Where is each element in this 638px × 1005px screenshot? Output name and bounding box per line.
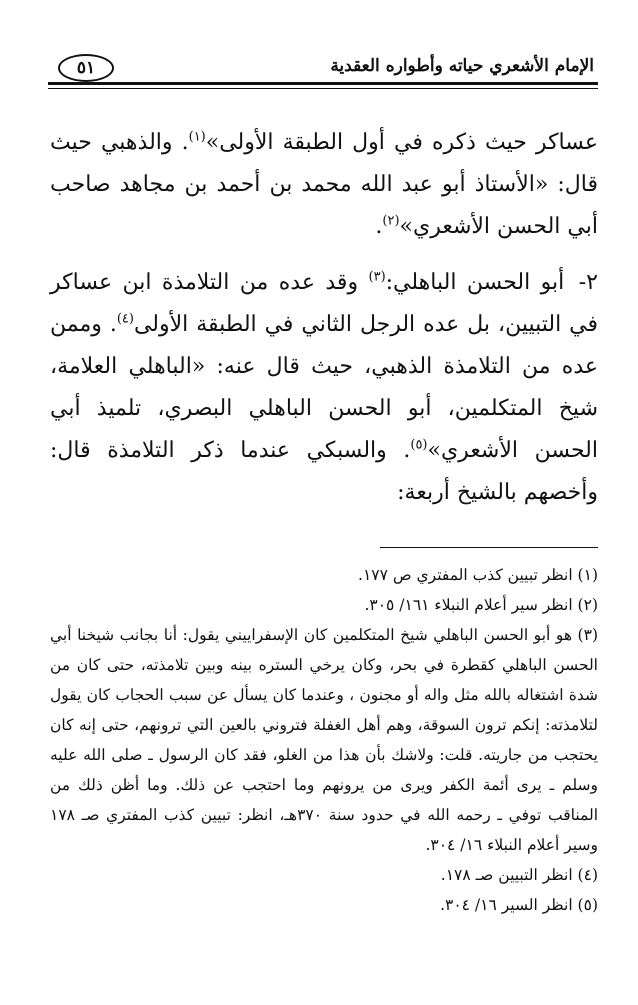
footnote-separator [380,547,598,548]
footnote-2: (٢) انظر سير أعلام النبلاء ١٦١/ ٣٠٥. [364,596,598,614]
footnote-ref-1: (١) [188,129,206,145]
footnote-4: (٤) انظر التبيين صـ ١٧٨. [440,866,598,884]
running-title: الإمام الأشعري حياته وأطواره العقدية [330,56,594,76]
paragraph-2-heading: أبو الحسن الباهلي: [385,270,565,295]
header-rule-thick [48,82,598,85]
page-header [48,50,598,88]
footnote-1: (١) انظر تبيين كذب المفتري ص ١٧٧. [358,566,598,584]
paragraph-2-text-end: . والسبكي عندما ذكر التلامذة قال: وأخصهم بالشيخ أربعة: [50,438,598,505]
header-rule-thin [48,88,598,89]
footnotes [50,560,598,920]
list-item-number: ٢- [578,270,598,295]
paragraph-1 [50,122,598,248]
main-text [50,122,598,514]
paragraph-1-text-cont: . والذهبي حيث قال: «الأستاذ أبو عبد الله محمد بن أحمد بن مجاهد صاحب أبي الحسن الأشعري» [50,130,598,239]
paragraph-2-text-cont: . وممن عده من التلامذة الذهبي، حيث قال عنه: «الباهلي العلامة، شيخ المتكلمين، أبو الحسن الباهلي البصري، تلميذ أبي الحسن الأشعري» [50,312,598,463]
footnote-ref-3: (٣) [368,269,386,285]
page-number: ٥١ [58,54,114,82]
paragraph-2-text: وقد عده من التلامذة ابن عساكر في التبيين، بل عده الرجل الثاني في الطبقة الأولى [50,270,598,337]
paragraph-1-end: . [375,214,383,239]
footnote-5: (٥) انظر السير ١٦/ ٣٠٤. [440,896,598,914]
footnote-ref-5: (٥) [410,437,428,453]
footnote-ref-4: (٤) [116,311,134,327]
paragraph-1-text: عساكر حيث ذكره في أول الطبقة الأولى» [205,130,598,155]
footnote-ref-2: (٢) [382,213,400,229]
paragraph-2 [50,262,598,514]
footnote-3: (٣) هو أبو الحسن الباهلي شيخ المتكلمين كان الإسفراييني يقول: أنا بجانب شيخنا أبي الحسن الباهلي كقطرة في بحر، وكان يرخي الستره بينه وبين تلامذته، حتى كان من شدة اشتغاله بالله مثل واله أو مجنون ، وعندما كان يسأل عن سبب الحجاب كان يقول لتلامذته: إنكم ترون السوقة، وهم أهل الغفلة فتروني بالعين التي ترونهم، حتى إنه كان يحتجب من جاريته. قلت: ولاشك بأن هذا من الغلو، فقد كان الرسول ـ صلى الله عليه وسلم ـ يرى أئمة الكفر ويرى من يرونهم وما احتجب عن ذلك. وما أظن ذلك من المناقب توفي ـ رحمه الله في حدود سنة ٣٧٠هـ، انظر: تبيين كذب المفتري صـ ١٧٨ وسير أعلام النبلاء ١٦/ ٣٠٤. [50,626,599,854]
